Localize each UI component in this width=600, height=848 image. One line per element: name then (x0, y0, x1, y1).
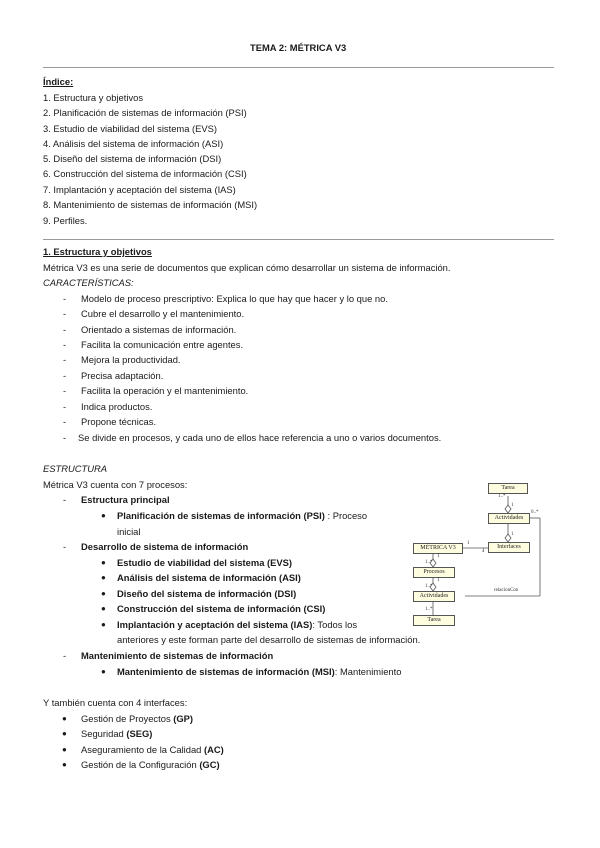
bullet-marker: ● (101, 511, 106, 520)
list-item: Diseño del sistema de información (DSI) (117, 588, 297, 599)
process-desc: : Todos los (312, 619, 358, 630)
list-item: Análisis del sistema de información (ASI) (117, 572, 301, 583)
list-item: Cubre el desarrollo y el mantenimiento. (81, 308, 245, 319)
multiplicity-label: 4 (482, 549, 485, 554)
multiplicity-label: 1 (511, 503, 514, 508)
development-label: Desarrollo de sistema de información (81, 541, 249, 552)
list-item (81, 759, 220, 771)
index-item: 7. Implantación y aceptación del sistema (IAS) (43, 184, 236, 195)
structure-intro: Métrica V3 cuenta con 7 procesos: (43, 479, 188, 490)
list-item (117, 666, 401, 678)
dash-marker: - (63, 293, 67, 304)
list-item: Se divide en procesos, y cada uno de ellos hace referencia a uno o varios documentos. (78, 432, 442, 443)
bullet-marker: ● (101, 604, 106, 613)
multiplicity-label: 1 (437, 578, 440, 583)
list-item (81, 728, 152, 740)
dash-marker: - (63, 541, 67, 552)
interface-code: (GP) (173, 713, 194, 724)
uml-class-interfaces: Interfaces (488, 542, 530, 553)
interface-name: Aseguramiento de la Calidad (81, 744, 204, 755)
dash-marker: - (63, 354, 67, 365)
list-item: Propone técnicas. (81, 416, 157, 427)
list-item: Mejora la productividad. (81, 354, 181, 365)
index-item: 3. Estudio de viabilidad del sistema (EVS) (43, 123, 218, 134)
multiplicity-label: 1..* (425, 584, 433, 589)
list-item: Precisa adaptación. (81, 370, 164, 381)
index-item: 6. Construcción del sistema de información (CSI) (43, 168, 247, 179)
process-desc: : Mantenimiento (334, 666, 402, 677)
multiplicity-label: 1 (511, 532, 514, 537)
bullet-marker: ● (101, 667, 106, 676)
uml-class-procesos: Procesos (413, 567, 455, 578)
uml-class-tarea-2: Tarea (413, 615, 455, 626)
interface-name: Gestión de Proyectos (81, 713, 174, 724)
process-desc: : Proceso (324, 510, 368, 521)
index-item: 2. Planificación de sistemas de información (PSI) (43, 107, 247, 118)
multiplicity-label: 1 (437, 554, 440, 559)
bullet-marker: ● (101, 573, 106, 582)
uml-diagram (410, 478, 550, 628)
interface-code: (AC) (204, 744, 224, 755)
dash-marker: - (63, 416, 67, 427)
uml-class-actividades: Actividades (488, 513, 530, 524)
association-label: relacionCon (494, 588, 519, 593)
bullet-marker: ● (101, 589, 106, 598)
bullet-marker: ● (62, 760, 67, 769)
dash-marker: - (63, 432, 67, 443)
index-item: 8. Mantenimiento de sistemas de información (MSI) (43, 199, 258, 210)
bullet-marker: ● (101, 558, 106, 567)
list-item (117, 619, 357, 631)
bullet-marker: ● (101, 620, 106, 629)
bullet-marker: ● (62, 729, 67, 738)
maintenance-label: Mantenimiento de sistemas de información (81, 650, 274, 661)
index-item: 5. Diseño del sistema de información (DSI) (43, 153, 222, 164)
dash-marker: - (63, 650, 67, 661)
uml-class-metrica: MÉTRICA V3 (413, 543, 463, 554)
interface-code: (GC) (199, 759, 220, 770)
multiplicity-label: 1 (467, 541, 470, 546)
section-intro: Métrica V3 es una serie de documentos que explican cómo desarrollar un sistema de información. (43, 262, 451, 273)
list-item: Indica productos. (81, 401, 153, 412)
structure-label: ESTRUCTURA (43, 463, 108, 474)
index-heading: Índice: (43, 76, 74, 87)
bullet-marker: ● (62, 714, 67, 723)
main-structure-label: Estructura principal (81, 494, 170, 505)
interfaces-intro: Y también cuenta con 4 interfaces: (43, 697, 188, 708)
list-item-continuation: anteriores y este forman parte del desarrollo de sistemas de información. (117, 634, 421, 645)
list-item: Estudio de viabilidad del sistema (EVS) (117, 557, 293, 568)
process-name: Mantenimiento de sistemas de información (MSI) (117, 666, 335, 677)
index-item: 9. Perfiles. (43, 215, 88, 226)
bullet-marker: ● (62, 745, 67, 754)
dash-marker: - (63, 494, 67, 505)
list-item: Construcción del sistema de información (CSI) (117, 603, 326, 614)
interface-name: Seguridad (81, 728, 127, 739)
list-item (81, 713, 193, 725)
list-item: Facilita la operación y el mantenimiento. (81, 385, 249, 396)
list-item: Facilita la comunicación entre agentes. (81, 339, 244, 350)
index-item: 1. Estructura y objetivos (43, 92, 144, 103)
multiplicity-label: 0..* (531, 510, 539, 515)
divider (43, 239, 554, 240)
multiplicity-label: 1..* (425, 607, 433, 612)
characteristics-label: CARACTERÍSTICAS: (43, 277, 134, 288)
index-item: 4. Análisis del sistema de información (ASI) (43, 138, 224, 149)
list-item (81, 744, 224, 756)
uml-class-actividades-2: Actividades (413, 591, 455, 602)
list-item: Modelo de proceso prescriptivo: Explica lo que hay que hacer y lo que no. (81, 293, 388, 304)
uml-class-tarea: Tarea (488, 483, 528, 494)
interface-code: (SEG) (126, 728, 153, 739)
list-item: Orientado a sistemas de información. (81, 324, 237, 335)
dash-marker: - (63, 385, 67, 396)
process-name: Planificación de sistemas de información (PSI) (117, 510, 325, 521)
dash-marker: - (63, 324, 67, 335)
section-heading: 1. Estructura y objetivos (43, 246, 152, 257)
interface-name: Gestión de la Configuración (81, 759, 200, 770)
multiplicity-label: 1..* (425, 560, 433, 565)
dash-marker: - (63, 339, 67, 350)
list-item-continuation: inicial (117, 526, 141, 537)
divider (43, 67, 554, 68)
process-name: Implantación y aceptación del sistema (IAS) (117, 619, 313, 630)
dash-marker: - (63, 308, 67, 319)
list-item (117, 510, 367, 522)
page-title: TEMA 2: MÉTRICA V3 (250, 42, 347, 53)
dash-marker: - (63, 370, 67, 381)
multiplicity-label: 1..* (498, 494, 506, 499)
dash-marker: - (63, 401, 67, 412)
